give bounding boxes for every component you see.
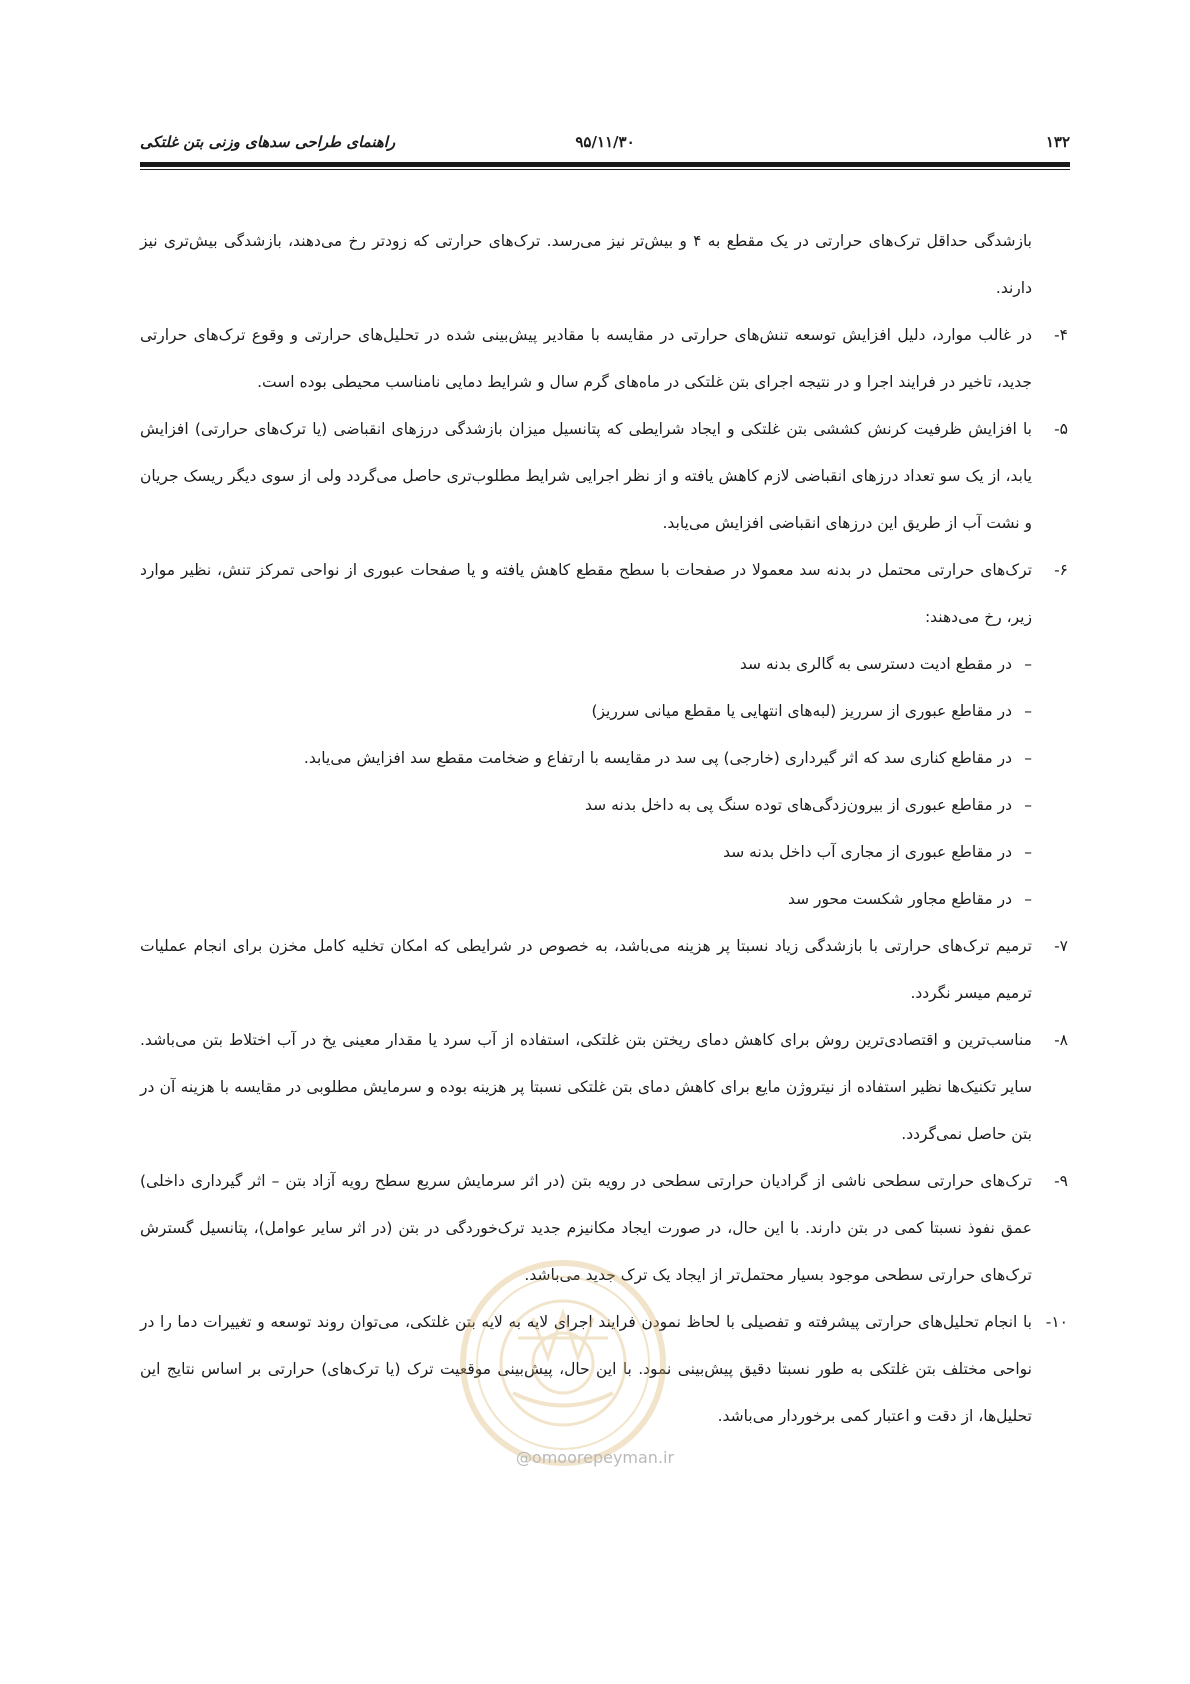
item-text: ترک‌های حرارتی سطحی ناشی از گرادیان حرارتی سطحی در رویه بتن (در اثر سرمایش سریع سطح رویه آزاد بتن – اثر گیرداری داخلی) عمق نفوذ نسبتا کمی در بتن دارند. با این حال، در صورت ایجاد مکانیزم جدید ترک‌خوردگی در بتن (در اثر سایر عوامل)، پتانسیل گسترش ترک‌های حرارتی سطحی موجود بسیار محتمل‌تر از ایجاد یک ترک جدید می‌باشد. bbox=[140, 1172, 1032, 1284]
sub-list-item bbox=[140, 688, 1068, 735]
sub-list-item bbox=[140, 782, 1068, 829]
item-text: با انجام تحلیل‌های حرارتی پیشرفته و تفصیلی با لحاظ نمودن فرایند اجرای لایه به لایه بتن غلتکی، می‌توان روند توسعه و تغییرات دما را در نواحی مختلف بتن غلتکی به طور نسبتا دقیق پیش‌بینی نمود. با این حال، پیش‌بینی موقعیت ترک (یا ترک‌های) حرارتی بر اساس نتایج این تحلیل‌ها، از دقت و اعتبار کمی برخوردار می‌باشد. bbox=[140, 1313, 1032, 1425]
page-number: ۱۳۲ bbox=[1045, 133, 1070, 151]
list-item-4 bbox=[140, 312, 1068, 406]
intro-paragraph: بازشدگی حداقل ترک‌های حرارتی در یک مقطع به ۴ و بیش‌تر نیز می‌رسد. ترک‌های حرارتی که زودتر رخ می‌دهند، بازشدگی بیش‌تری نیز دارند. bbox=[140, 232, 1032, 297]
item-number: ۴- bbox=[1054, 326, 1068, 344]
sub-item-text: در مقطع ادیت دسترسی به گالری بدنه سد bbox=[739, 655, 1012, 673]
list-item-8 bbox=[140, 1017, 1068, 1158]
item-number: ۹- bbox=[1054, 1172, 1068, 1190]
document-title: راهنمای طراحی سدهای وزنی بتن غلتکی bbox=[140, 133, 396, 151]
page-header bbox=[140, 127, 1070, 159]
body-text bbox=[140, 218, 1068, 1440]
footer-website bbox=[0, 1448, 1190, 1467]
dash-bullet: – bbox=[1024, 843, 1032, 861]
list-item-7 bbox=[140, 923, 1068, 1017]
item-number: ۶- bbox=[1054, 561, 1068, 579]
sub-item-text: در مقاطع عبوری از بیرون‌زدگی‌های توده سنگ پی به داخل بدنه سد bbox=[585, 796, 1012, 814]
item-text: ترک‌های حرارتی محتمل در بدنه سد معمولا در صفحات با سطح مقطع کاهش یافته و یا صفحات عبوری از نواحی تمرکز تنش، نظیر موارد زیر، رخ می‌دهند: bbox=[140, 561, 1032, 626]
header-rule-thin bbox=[140, 169, 1070, 170]
dash-bullet: – bbox=[1024, 749, 1032, 767]
sub-item-text: در مقاطع مجاور شکست محور سد bbox=[788, 890, 1012, 908]
item-text: در غالب موارد، دلیل افزایش توسعه تنش‌های حرارتی در مقایسه با مقادیر پیش‌بینی شده در تحلیل‌های حرارتی و وقوع ترک‌های حرارتی جدید، تاخیر در فرایند اجرا و در نتیجه اجرای بتن غلتکی در ماه‌های گرم سال و شرایط دمایی نامناسب محیطی بوده است. bbox=[140, 326, 1032, 391]
sub-item-text: در مقاطع عبوری از مجاری آب داخل بدنه سد bbox=[723, 843, 1012, 861]
dash-bullet: – bbox=[1024, 655, 1032, 673]
dash-bullet: – bbox=[1024, 796, 1032, 814]
sub-list-item bbox=[140, 829, 1068, 876]
at-icon: @ bbox=[515, 1448, 532, 1467]
sub-list-item bbox=[140, 876, 1068, 923]
sub-item-text: در مقاطع کناری سد که اثر گیرداری (خارجی) پی سد در مقایسه با ارتفاع و ضخامت مقطع سد افزایش می‌یابد. bbox=[303, 749, 1012, 767]
sub-list-item bbox=[140, 641, 1068, 688]
dash-bullet: – bbox=[1024, 890, 1032, 908]
header-rule-thick bbox=[140, 162, 1070, 167]
list-item-5 bbox=[140, 406, 1068, 547]
item-text: مناسب‌ترین و اقتصادی‌ترین روش برای کاهش دمای ریختن بتن غلتکی، استفاده از آب سرد یا مقدار معینی یخ در آب اختلاط بتن می‌باشد. سایر تکنیک‌ها نظیر استفاده از نیتروژن مایع برای کاهش دمای بتن غلتکی نسبتا پر هزینه بوده و سرمایش مطلوبی در مقایسه با هزینه آن در بتن حاصل نمی‌گردد. bbox=[140, 1031, 1032, 1143]
website-text: omoorepeyman.ir bbox=[531, 1448, 675, 1467]
item-number: ۵- bbox=[1054, 420, 1068, 438]
dash-bullet: – bbox=[1024, 702, 1032, 720]
item-number: ۸- bbox=[1054, 1031, 1068, 1049]
item-number: ۱۰- bbox=[1045, 1313, 1068, 1331]
item-number: ۷- bbox=[1054, 937, 1068, 955]
sub-list-item bbox=[140, 735, 1068, 782]
item-text: با افزایش ظرفیت کرنش کششی بتن غلتکی و ایجاد شرایطی که پتانسیل میزان بازشدگی درزهای انقباضی (یا ترک‌های حرارتی) افزایش یابد، از یک سو تعداد درزهای انقباضی لازم کاهش یافته و از نظر اجرایی شرایط مطلوب‌تری حاصل می‌گردد ولی از سوی دیگر ریسک جریان و نشت آب از طریق این درزهای انقباضی افزایش می‌یابد. bbox=[140, 420, 1032, 532]
list-item-6 bbox=[140, 547, 1068, 641]
sub-item-text: در مقاطع عبوری از سرریز (لبه‌های انتهایی یا مقطع میانی سرریز) bbox=[591, 702, 1012, 720]
header-date: ۹۵/۱۱/۳۰ bbox=[575, 133, 635, 151]
item-text: ترمیم ترک‌های حرارتی با بازشدگی زیاد نسبتا پر هزینه می‌باشد، به خصوص در شرایطی که امکان تخلیه کامل مخزن برای انجام عملیات ترمیم میسر نگردد. bbox=[140, 937, 1032, 1002]
seal-watermark bbox=[458, 1258, 668, 1468]
